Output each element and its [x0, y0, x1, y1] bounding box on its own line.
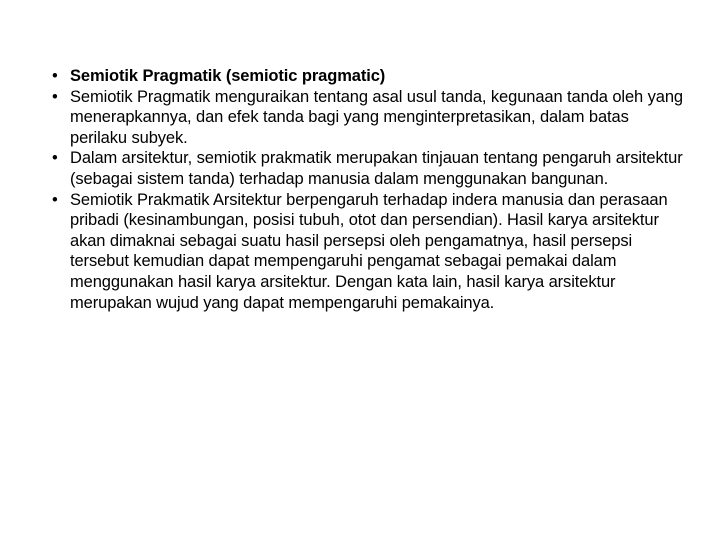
bullet-text: Dalam arsitektur, semiotik prakmatik merupakan tinjauan tentang pengaruh arsitektur (sebagai sistem tanda) terhadap manusia dalam menggunakan bangunan. [70, 149, 683, 188]
bullet-item-influence [52, 190, 688, 314]
bullet-text: Semiotik Prakmatik Arsitektur berpengaruh terhadap indera manusia dan perasaan pribadi (kesinambungan, posisi tubuh, otot dan persendian). Hasil karya arsitektur akan dimaknai sebagai suatu hasil persepsi oleh pengamatnya, hasil persepsi tersebut kemudian dapat mempengaruhi pengamat sebagai pemakai dalam menggunakan hasil karya arsitektur. Dengan kata lain, hasil karya arsitektur merupakan wujud yang dapat mempengaruhi pemakainya. [70, 190, 668, 312]
bullet-marker: • [52, 67, 58, 85]
bullet-marker: • [52, 149, 58, 168]
bullet-text: Semiotik Pragmatik menguraikan tentang asal usul tanda, kegunaan tanda oleh yang menerapkannya, dan efek tanda bagi yang menginterpretasikan, dalam batas perilaku subyek. [70, 87, 683, 147]
bullet-item-title [52, 66, 688, 87]
bullet-marker: • [52, 190, 58, 209]
bullet-list [52, 66, 688, 313]
bullet-text: Semiotik Pragmatik (semiotic pragmatic) [70, 67, 386, 85]
bullet-item-definition [52, 87, 688, 149]
bullet-item-architecture [52, 148, 688, 189]
bullet-marker: • [52, 87, 58, 106]
